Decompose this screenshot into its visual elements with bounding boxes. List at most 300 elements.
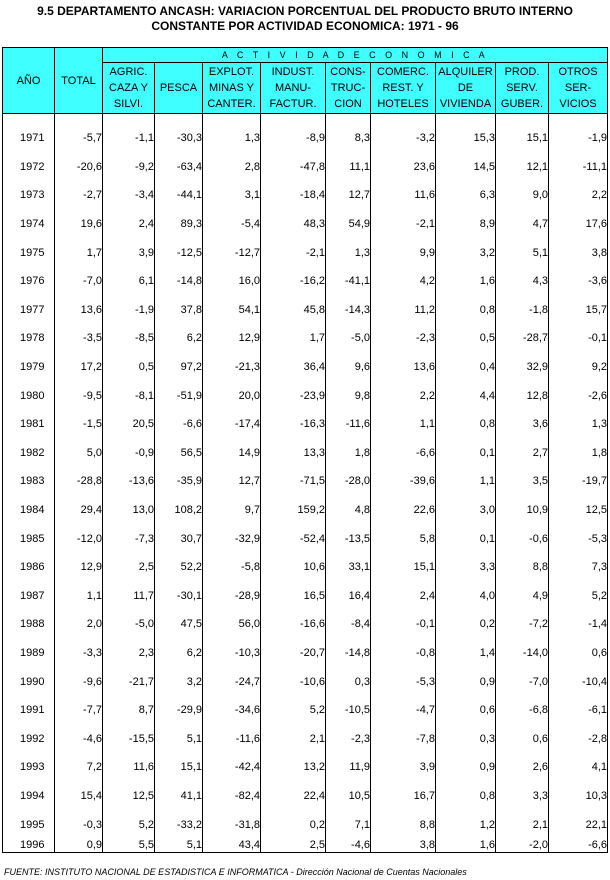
value-cell: -18,4	[261, 181, 326, 210]
value-cell: 16,0	[203, 267, 261, 296]
value-cell: 12,5	[103, 782, 155, 811]
table-row	[3, 153, 608, 182]
value-cell: 13,3	[261, 439, 326, 468]
value-cell: -1,9	[549, 124, 608, 153]
value-cell: 13,2	[261, 753, 326, 782]
value-cell: 4,9	[496, 582, 549, 611]
value-cell: 12,1	[496, 153, 549, 182]
value-cell: -5,4	[203, 210, 261, 239]
value-cell: 4,1	[549, 753, 608, 782]
value-cell: 2,5	[103, 553, 155, 582]
value-cell: 3,3	[436, 553, 496, 582]
value-cell: -10,4	[549, 667, 608, 696]
value-cell: 1,8	[549, 439, 608, 468]
header-col-line: REST. Y	[382, 82, 424, 94]
year-cell: 1994	[3, 782, 55, 811]
table-row	[3, 467, 608, 496]
value-cell: 15,4	[55, 782, 103, 811]
year-cell: 1986	[3, 553, 55, 582]
value-cell: -16,3	[261, 410, 326, 439]
value-cell: 54,9	[326, 210, 371, 239]
value-cell: -1,8	[496, 296, 549, 325]
table-row	[3, 582, 608, 611]
header-col-line: EXPLOT.	[208, 66, 255, 78]
value-cell: 11,2	[371, 296, 436, 325]
year-cell: 1988	[3, 610, 55, 639]
value-cell: 4,2	[371, 267, 436, 296]
value-cell: 14,5	[436, 153, 496, 182]
value-cell: 30,7	[155, 524, 203, 553]
value-cell: 0,5	[436, 324, 496, 353]
value-cell: 4,0	[436, 582, 496, 611]
header-col-line: VIVIENDA	[439, 98, 492, 110]
year-cell: 1985	[3, 524, 55, 553]
value-cell: 15,1	[496, 124, 549, 153]
header-activity-group: A C T I V I D A D E C O N O M I C A	[103, 48, 608, 63]
value-cell: -3,2	[371, 124, 436, 153]
value-cell: -47,8	[261, 153, 326, 182]
year-cell: 1984	[3, 496, 55, 525]
header-col-line: DE	[457, 82, 474, 94]
value-cell: -0,1	[549, 324, 608, 353]
value-cell: 1,8	[326, 439, 371, 468]
value-cell: -3,4	[103, 181, 155, 210]
value-cell: 0,9	[55, 839, 103, 853]
value-cell: 15,3	[436, 124, 496, 153]
value-cell: -11,1	[549, 153, 608, 182]
value-cell: 41,1	[155, 782, 203, 811]
value-cell: 23,6	[371, 153, 436, 182]
value-cell: 3,8	[371, 839, 436, 853]
value-cell: 10,9	[496, 496, 549, 525]
value-cell: 16,4	[326, 582, 371, 611]
value-cell: 11,1	[326, 153, 371, 182]
value-cell: -14,3	[326, 296, 371, 325]
value-cell: 1,2	[436, 810, 496, 839]
value-cell: -63,4	[155, 153, 203, 182]
value-cell: -30,1	[155, 582, 203, 611]
value-cell: 32,9	[496, 353, 549, 382]
value-cell: -5,7	[55, 124, 103, 153]
value-cell: -5,0	[326, 324, 371, 353]
value-cell: 3,9	[371, 753, 436, 782]
header-col-line: VICIOS	[559, 98, 597, 110]
value-cell: -3,5	[55, 324, 103, 353]
value-cell: 97,2	[155, 353, 203, 382]
value-cell: 7,3	[549, 553, 608, 582]
value-cell: -39,6	[371, 467, 436, 496]
value-cell: 15,7	[549, 296, 608, 325]
value-cell: -5,8	[203, 553, 261, 582]
value-cell: 0,2	[436, 610, 496, 639]
value-cell: -33,2	[155, 810, 203, 839]
year-cell: 1983	[3, 467, 55, 496]
year-cell: 1978	[3, 324, 55, 353]
value-cell: 1,3	[326, 238, 371, 267]
value-cell: 5,1	[155, 839, 203, 853]
header-col-line: SERV.	[506, 82, 538, 94]
value-cell: -2,0	[496, 839, 549, 853]
value-cell: 5,1	[155, 724, 203, 753]
value-cell: 3,9	[103, 238, 155, 267]
header-col-8	[549, 63, 608, 114]
value-cell: 2,8	[203, 153, 261, 182]
value-cell: -4,6	[326, 839, 371, 853]
header-col-5	[371, 63, 436, 114]
year-cell: 1990	[3, 667, 55, 696]
year-cell: 1996	[3, 839, 55, 853]
table-row	[3, 782, 608, 811]
header-col-line: HOTELES	[377, 98, 429, 110]
value-cell: 0,6	[549, 639, 608, 668]
table-row	[3, 296, 608, 325]
value-cell: -41,1	[326, 267, 371, 296]
value-cell: -12,5	[155, 238, 203, 267]
value-cell: -51,9	[155, 381, 203, 410]
value-cell: 0,1	[436, 524, 496, 553]
value-cell: 2,2	[549, 181, 608, 210]
value-cell: -1,9	[103, 296, 155, 325]
header-col-6	[436, 63, 496, 114]
value-cell: 9,2	[549, 353, 608, 382]
value-cell: 8,3	[326, 124, 371, 153]
value-cell: 5,8	[371, 524, 436, 553]
header-col-line: COMERC.	[377, 66, 429, 78]
value-cell: 11,6	[103, 753, 155, 782]
value-cell: -2,3	[326, 724, 371, 753]
value-cell: 9,0	[496, 181, 549, 210]
year-cell: 1989	[3, 639, 55, 668]
value-cell: -9,5	[55, 381, 103, 410]
value-cell: 1,6	[436, 267, 496, 296]
value-cell: 16,7	[371, 782, 436, 811]
table-row	[3, 696, 608, 725]
value-cell: 56,5	[155, 439, 203, 468]
value-cell: 9,8	[326, 381, 371, 410]
value-cell: 4,3	[496, 267, 549, 296]
value-cell: -11,6	[326, 410, 371, 439]
value-cell: 8,9	[436, 210, 496, 239]
year-cell: 1972	[3, 153, 55, 182]
value-cell: 0,6	[496, 724, 549, 753]
value-cell: 1,4	[436, 639, 496, 668]
value-cell: 10,6	[261, 553, 326, 582]
value-cell: -6,8	[496, 696, 549, 725]
value-cell: 3,0	[436, 496, 496, 525]
value-cell: 15,1	[371, 553, 436, 582]
value-cell: -71,5	[261, 467, 326, 496]
value-cell: -3,3	[55, 639, 103, 668]
value-cell: -14,0	[496, 639, 549, 668]
value-cell: -14,8	[155, 267, 203, 296]
value-cell: 0,6	[436, 696, 496, 725]
value-cell: 2,2	[371, 381, 436, 410]
value-cell: 4,4	[436, 381, 496, 410]
value-cell: -82,4	[203, 782, 261, 811]
value-cell: 16,5	[261, 582, 326, 611]
value-cell: 9,6	[326, 353, 371, 382]
year-cell: 1973	[3, 181, 55, 210]
value-cell: 45,8	[261, 296, 326, 325]
value-cell: 159,2	[261, 496, 326, 525]
value-cell: -0,6	[496, 524, 549, 553]
value-cell: 15,1	[155, 753, 203, 782]
value-cell: 2,4	[371, 582, 436, 611]
value-cell: -28,0	[326, 467, 371, 496]
value-cell: -4,6	[55, 724, 103, 753]
value-cell: -5,3	[371, 667, 436, 696]
value-cell: -1,1	[103, 124, 155, 153]
value-cell: -16,2	[261, 267, 326, 296]
value-cell: 1,3	[549, 410, 608, 439]
header-col-line: OTROS	[558, 66, 598, 78]
value-cell: -6,6	[155, 410, 203, 439]
value-cell: -1,5	[55, 410, 103, 439]
value-cell: -2,6	[549, 381, 608, 410]
value-cell: 5,2	[261, 696, 326, 725]
header-col-4	[326, 63, 371, 114]
value-cell: 2,4	[103, 210, 155, 239]
value-cell: -23,9	[261, 381, 326, 410]
value-cell: 17,2	[55, 353, 103, 382]
value-cell: 54,1	[203, 296, 261, 325]
value-cell: -13,5	[326, 524, 371, 553]
value-cell: 2,0	[55, 610, 103, 639]
table-row	[3, 124, 608, 153]
gdp-variation-table	[2, 47, 608, 853]
table-title-line-1: 9.5 DEPARTAMENTO ANCASH: VARIACION PORCENTUAL DEL PRODUCTO BRUTO INTERNO	[37, 4, 573, 18]
header-col-line: CION	[334, 98, 362, 110]
value-cell: 22,1	[549, 810, 608, 839]
value-cell: -6,6	[549, 839, 608, 853]
value-cell: 22,6	[371, 496, 436, 525]
value-cell: 13,6	[55, 296, 103, 325]
value-cell: 8,8	[371, 810, 436, 839]
value-cell: -31,8	[203, 810, 261, 839]
value-cell: 0,8	[436, 782, 496, 811]
value-cell: -16,6	[261, 610, 326, 639]
value-cell: -52,4	[261, 524, 326, 553]
value-cell: 3,3	[496, 782, 549, 811]
value-cell: 13,0	[103, 496, 155, 525]
value-cell: 0,1	[436, 439, 496, 468]
value-cell: 9,9	[371, 238, 436, 267]
value-cell: 0,3	[436, 724, 496, 753]
value-cell: 14,9	[203, 439, 261, 468]
value-cell: 0,3	[326, 667, 371, 696]
value-cell: -5,3	[549, 524, 608, 553]
value-cell: -14,8	[326, 639, 371, 668]
value-cell: -2,1	[261, 238, 326, 267]
value-cell: 1,1	[436, 467, 496, 496]
value-cell: -0,1	[371, 610, 436, 639]
value-cell: -7,8	[371, 724, 436, 753]
table-row	[3, 496, 608, 525]
value-cell: -8,5	[103, 324, 155, 353]
header-col-line: AGRIC.	[109, 66, 148, 78]
value-cell: -0,3	[55, 810, 103, 839]
table-row	[3, 439, 608, 468]
table-row	[3, 667, 608, 696]
value-cell: 0,9	[436, 753, 496, 782]
spacer-row	[3, 114, 608, 125]
value-cell: -29,9	[155, 696, 203, 725]
year-cell: 1981	[3, 410, 55, 439]
year-cell: 1992	[3, 724, 55, 753]
value-cell: 12,8	[496, 381, 549, 410]
value-cell: 43,4	[203, 839, 261, 853]
value-cell: -11,6	[203, 724, 261, 753]
value-cell: -10,3	[203, 639, 261, 668]
header-col-line: GUBER.	[500, 98, 544, 110]
value-cell: 0,5	[103, 353, 155, 382]
value-cell: -8,9	[261, 124, 326, 153]
year-cell: 1977	[3, 296, 55, 325]
value-cell: -34,6	[203, 696, 261, 725]
value-cell: -8,1	[103, 381, 155, 410]
header-col-line: CONS-	[330, 66, 366, 78]
table-row	[3, 267, 608, 296]
header-col-line: FACTUR.	[269, 98, 317, 110]
table-row	[3, 324, 608, 353]
value-cell: 56,0	[203, 610, 261, 639]
value-cell: -3,6	[549, 267, 608, 296]
value-cell: 13,6	[371, 353, 436, 382]
value-cell: 5,2	[549, 582, 608, 611]
value-cell: -2,8	[549, 724, 608, 753]
value-cell: -13,6	[103, 467, 155, 496]
value-cell: -1,4	[549, 610, 608, 639]
value-cell: 6,1	[103, 267, 155, 296]
value-cell: -9,6	[55, 667, 103, 696]
table-row	[3, 353, 608, 382]
year-cell: 1991	[3, 696, 55, 725]
value-cell: 20,5	[103, 410, 155, 439]
table-row	[3, 839, 608, 853]
value-cell: 11,9	[326, 753, 371, 782]
table-row	[3, 381, 608, 410]
value-cell: -5,0	[103, 610, 155, 639]
value-cell: 1,1	[371, 410, 436, 439]
value-cell: 2,5	[261, 839, 326, 853]
value-cell: 5,1	[496, 238, 549, 267]
value-cell: 1,6	[436, 839, 496, 853]
value-cell: 1,7	[55, 238, 103, 267]
value-cell: -2,1	[371, 210, 436, 239]
table-row	[3, 238, 608, 267]
value-cell: 12,9	[55, 553, 103, 582]
value-cell: 0,4	[436, 353, 496, 382]
value-cell: -9,2	[103, 153, 155, 182]
value-cell: -20,6	[55, 153, 103, 182]
value-cell: 52,2	[155, 553, 203, 582]
value-cell: 2,6	[496, 753, 549, 782]
value-cell: -2,3	[371, 324, 436, 353]
value-cell: 0,2	[261, 810, 326, 839]
value-cell: 12,9	[203, 324, 261, 353]
value-cell: -28,7	[496, 324, 549, 353]
value-cell: 9,7	[203, 496, 261, 525]
table-row	[3, 639, 608, 668]
value-cell: -7,7	[55, 696, 103, 725]
year-cell: 1987	[3, 582, 55, 611]
table-title-line-2: CONSTANTE POR ACTIVIDAD ECONOMICA: 1971 - 96	[151, 19, 459, 33]
value-cell: 108,2	[155, 496, 203, 525]
value-cell: 5,0	[55, 439, 103, 468]
value-cell: 5,5	[103, 839, 155, 853]
value-cell: 11,7	[103, 582, 155, 611]
year-cell: 1982	[3, 439, 55, 468]
header-col-line: TRUC-	[330, 82, 366, 94]
value-cell: -30,3	[155, 124, 203, 153]
value-cell: -8,4	[326, 610, 371, 639]
year-cell: 1995	[3, 810, 55, 839]
table-row	[3, 410, 608, 439]
table-row	[3, 753, 608, 782]
value-cell: -44,1	[155, 181, 203, 210]
header-col-line: INDUST.	[271, 66, 315, 78]
value-cell: 12,5	[549, 496, 608, 525]
source-note: FUENTE: INSTITUTO NACIONAL DE ESTADISTICA E INFORMATICA - Dirección Nacional de Cuentas Nacionales	[4, 867, 467, 877]
year-cell: 1980	[3, 381, 55, 410]
value-cell: 3,2	[155, 667, 203, 696]
value-cell: 20,0	[203, 381, 261, 410]
table-row	[3, 210, 608, 239]
header-col-line: SILVI.	[113, 98, 144, 110]
value-cell: 1,3	[203, 124, 261, 153]
value-cell: 1,7	[261, 324, 326, 353]
value-cell: -10,5	[326, 696, 371, 725]
value-cell: 19,6	[55, 210, 103, 239]
year-cell: 1976	[3, 267, 55, 296]
value-cell: -6,6	[371, 439, 436, 468]
header-col-7	[496, 63, 549, 114]
value-cell: -15,5	[103, 724, 155, 753]
value-cell: 47,5	[155, 610, 203, 639]
value-cell: 12,7	[326, 181, 371, 210]
value-cell: -35,9	[155, 467, 203, 496]
value-cell: 6,3	[436, 181, 496, 210]
year-cell: 1974	[3, 210, 55, 239]
value-cell: 3,2	[436, 238, 496, 267]
value-cell: 4,8	[326, 496, 371, 525]
value-cell: -7,2	[496, 610, 549, 639]
value-cell: 8,7	[103, 696, 155, 725]
value-cell: 89,3	[155, 210, 203, 239]
table-row	[3, 610, 608, 639]
value-cell: 11,6	[371, 181, 436, 210]
year-cell: 1979	[3, 353, 55, 382]
value-cell: 3,8	[549, 238, 608, 267]
value-cell: -2,7	[55, 181, 103, 210]
value-cell: 29,4	[55, 496, 103, 525]
value-cell: -21,3	[203, 353, 261, 382]
value-cell: -7,0	[496, 667, 549, 696]
table-row	[3, 724, 608, 753]
value-cell: 33,1	[326, 553, 371, 582]
value-cell: 3,5	[496, 467, 549, 496]
header-col-line: PESCA	[159, 82, 198, 94]
value-cell: 22,4	[261, 782, 326, 811]
header-year: AÑO	[3, 48, 55, 114]
value-cell: -17,4	[203, 410, 261, 439]
value-cell: 0,8	[436, 410, 496, 439]
table-row	[3, 181, 608, 210]
header-col-2	[203, 63, 261, 114]
value-cell: -0,8	[371, 639, 436, 668]
header-col-3	[261, 63, 326, 114]
value-cell: 7,2	[55, 753, 103, 782]
